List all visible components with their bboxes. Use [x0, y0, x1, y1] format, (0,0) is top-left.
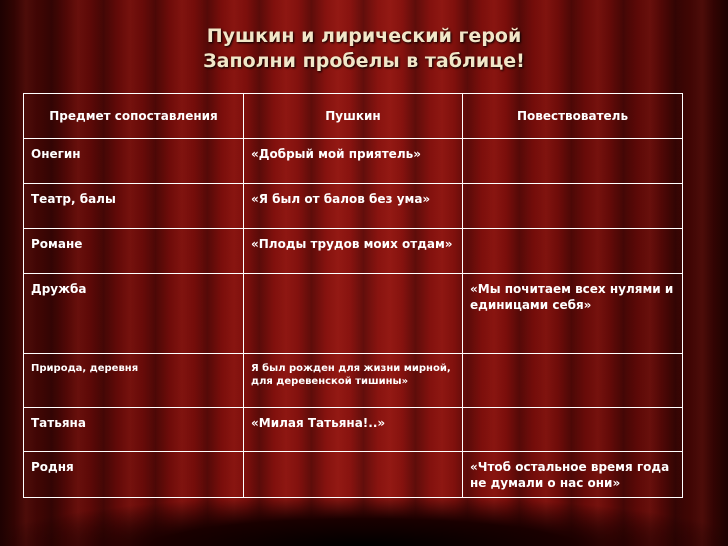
table-row	[24, 139, 683, 184]
cell-narrator	[463, 184, 683, 229]
cell-subject: Романе	[24, 229, 244, 274]
header-narrator: Повествователь	[463, 94, 683, 139]
cell-pushkin	[244, 452, 463, 498]
table-row	[24, 184, 683, 229]
cell-narrator: «Мы почитаем всех нулями и единицами себя»	[463, 274, 683, 354]
cell-subject: Онегин	[24, 139, 244, 184]
cell-pushkin: Я был рожден для жизни мирной, для деревенской тишины»	[244, 354, 463, 408]
table-row	[24, 229, 683, 274]
title-line-2: Заполни пробелы в таблице!	[203, 50, 525, 72]
cell-pushkin: «Плоды трудов моих отдам»	[244, 229, 463, 274]
table-row	[24, 452, 683, 498]
cell-narrator	[463, 229, 683, 274]
cell-subject: Природа, деревня	[24, 354, 244, 408]
cell-narrator	[463, 139, 683, 184]
curtain-shadow	[0, 498, 728, 546]
header-pushkin: Пушкин	[244, 94, 463, 139]
comparison-table	[23, 93, 683, 498]
cell-narrator: «Чтоб остальное время года не думали о нас они»	[463, 452, 683, 498]
title-line-1: Пушкин и лирический герой	[206, 25, 522, 47]
cell-subject: Родня	[24, 452, 244, 498]
header-subject: Предмет сопоставления	[24, 94, 244, 139]
slide-title	[0, 24, 728, 74]
cell-pushkin: «Я был от балов без ума»	[244, 184, 463, 229]
cell-subject: Татьяна	[24, 408, 244, 452]
cell-narrator	[463, 354, 683, 408]
table-row	[24, 354, 683, 408]
cell-subject: Театр, балы	[24, 184, 244, 229]
cell-subject: Дружба	[24, 274, 244, 354]
table-header-row	[24, 94, 683, 139]
cell-pushkin	[244, 274, 463, 354]
cell-narrator	[463, 408, 683, 452]
cell-pushkin: «Милая Татьяна!..»	[244, 408, 463, 452]
cell-pushkin: «Добрый мой приятель»	[244, 139, 463, 184]
table-row	[24, 408, 683, 452]
table-row	[24, 274, 683, 354]
